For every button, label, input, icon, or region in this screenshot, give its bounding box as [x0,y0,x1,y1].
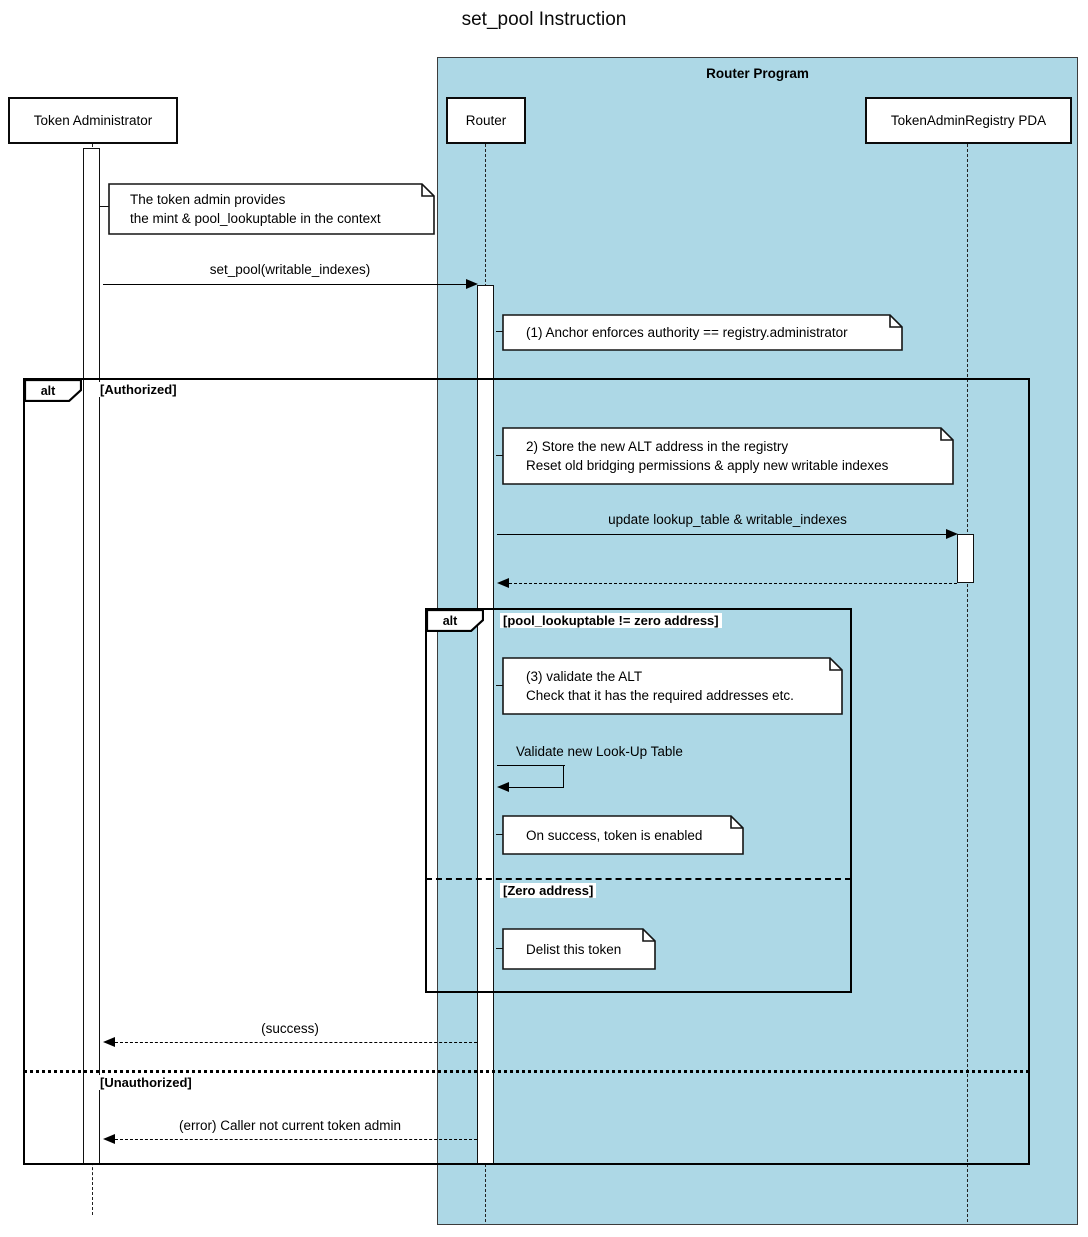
note-enabled-line1: On success, token is enabled [526,827,703,843]
guard-nonzero-address: [pool_lookuptable != zero address] [500,613,722,628]
participant-router-label: Router [465,113,507,128]
note-context [108,183,435,235]
router-program-label: Router Program [706,66,809,81]
participant-registry-pda [865,97,1072,144]
alt-operator-label: alt [40,384,56,398]
alt-frame-outer [23,378,1030,1165]
diagram-title: set_pool Instruction [461,9,627,30]
note-validate-line1: (3) validate the ALT [526,669,643,684]
guard-authorized: [Authorized] [97,382,180,397]
note-store-line2: Reset old bridging permissions & apply new writable indexes [526,458,889,473]
note-context-line2: the mint & pool_lookuptable in the context [130,211,381,226]
message-validate-self-label: Validate new Look-Up Table [516,744,683,759]
participant-token-administrator [8,97,178,144]
message-success-label: (success) [261,1021,319,1036]
guard-zero-address: [Zero address] [500,883,596,898]
message-set-pool-label: set_pool(writable_indexes) [209,262,371,277]
note-anchor-line1: (1) Anchor enforces authority == registry.administrator [526,325,848,340]
arrowhead-right-icon [466,279,478,289]
note-delist-line1: Delist this token [526,941,622,957]
message-set-pool-line [103,284,468,285]
guard-unauthorized: [Unauthorized] [97,1075,195,1090]
participant-token-administrator-label: Token Administrator [33,113,153,128]
message-update-label: update lookup_table & writable_indexes [608,512,847,527]
note-store-line1: 2) Store the new ALT address in the registry [526,439,789,454]
note-context-line1: The token admin provides [130,192,286,207]
participant-router [446,97,526,144]
note-anchor [502,314,903,351]
alt-divider-outer [24,1070,1029,1073]
alt-operator-label: alt [442,614,458,628]
message-error-label: (error) Caller not current token admin [178,1118,402,1133]
note-validate-line2: Check that it has the required addresses etc. [526,688,794,703]
participant-registry-pda-label: TokenAdminRegistry PDA [890,113,1047,128]
